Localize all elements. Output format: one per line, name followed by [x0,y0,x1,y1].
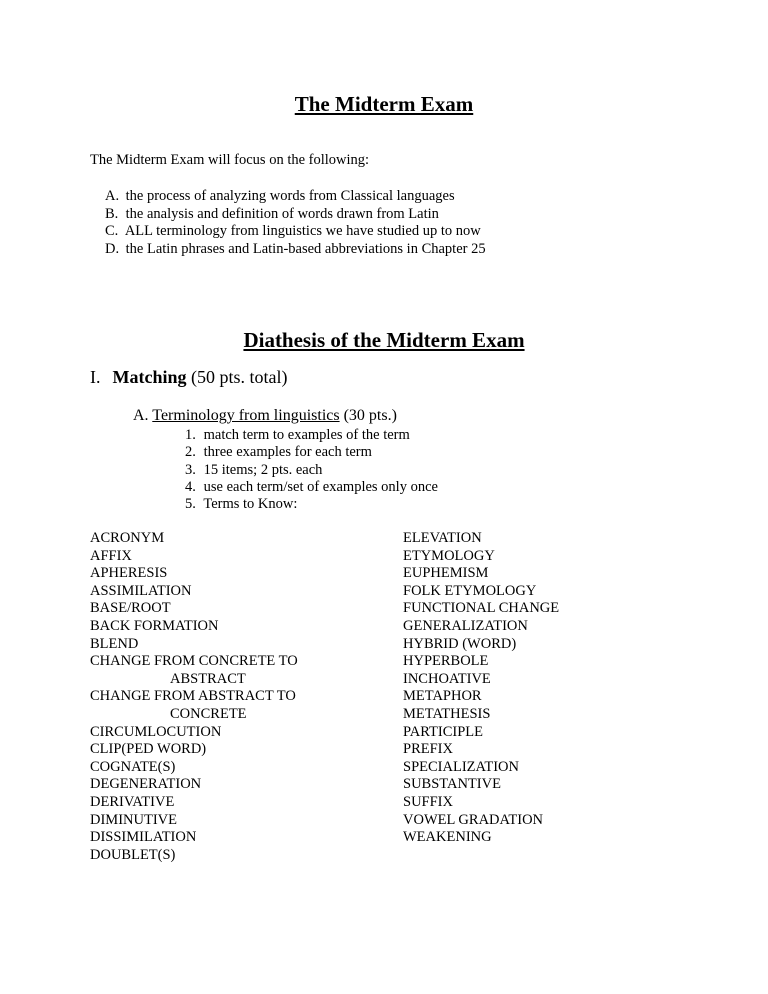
focus-item [105,241,486,259]
term-item: SUBSTANTIVE [403,776,501,793]
section-title: Diathesis of the Midterm Exam [243,328,525,352]
term-item: BASE/ROOT [90,600,171,617]
section-name: Matching [112,367,187,387]
terms-list-left [90,530,298,864]
step-number: 1. [185,427,196,443]
term-item: BACK FORMATION [90,617,219,634]
term-item: DIMINUTIVE [90,811,177,828]
term-item: HYBRID (WORD) [403,635,517,652]
focus-item [105,188,486,206]
subsection-heading [133,407,397,425]
step-item [185,479,438,496]
step-text: match term to examples of the term [203,427,410,443]
focus-item-label: C. [105,223,119,239]
step-item [185,462,438,479]
term-item: METATHESIS [403,705,491,722]
term-item: SUFFIX [403,793,453,810]
focus-item-text: the process of analyzing words from Classical languages [125,188,455,204]
step-number: 3. [185,461,196,478]
focus-item-text: the analysis and definition of words drawn from Latin [125,205,439,222]
focus-item [105,223,486,241]
term-item: EUPHEMISM [403,565,489,582]
focus-item-text: ALL terminology from linguistics we have studied up to now [124,223,481,239]
focus-item-label: B. [105,205,119,222]
term-item: DEGENERATION [90,776,202,793]
term-item: BLEND [90,635,139,652]
step-item [185,427,438,444]
term-item: PREFIX [403,741,453,758]
term-item: DISSIMILATION [90,829,197,846]
term-item: METAPHOR [403,688,482,705]
step-item [185,496,438,513]
term-item-continuation: CONCRETE [170,705,247,722]
term-item: VOWEL GRADATION [403,811,544,828]
term-item: DERIVATIVE [90,793,175,810]
focus-item-label: A. [105,188,120,204]
term-item: GENERALIZATION [403,617,528,634]
focus-item-label: D. [105,240,120,257]
subsection-label: A. [133,407,149,424]
step-text: 15 items; 2 pts. each [203,461,323,478]
term-item: ACRONYM [90,530,165,546]
term-item: DOUBLET(S) [90,846,176,863]
term-item: SPECIALIZATION [403,758,519,775]
step-number: 5. [185,496,196,513]
page-title: The Midterm Exam [294,92,474,116]
matching-heading [90,367,288,388]
step-text: three examples for each term [203,444,372,461]
term-item: APHERESIS [90,565,168,582]
terms-list-right [403,530,559,847]
term-item: ELEVATION [403,530,482,546]
term-item: ASSIMILATION [90,582,192,599]
step-item [185,444,438,461]
focus-item-text: the Latin phrases and Latin-based abbreviations in Chapter 25 [125,240,486,257]
term-item: INCHOATIVE [403,670,491,687]
focus-list [105,188,486,258]
section-number: I. [90,367,101,387]
term-item: HYPERBOLE [403,653,489,670]
term-item: CIRCUMLOCUTION [90,723,222,740]
term-item: AFFIX [90,547,132,564]
intro-text: The Midterm Exam will focus on the following: [90,152,370,168]
term-item: CLIP(PED WORD) [90,741,207,758]
focus-item [105,206,486,224]
term-item: CHANGE FROM ABSTRACT TO [90,688,296,705]
subsection-detail: (30 pts.) [343,407,397,424]
term-item: FOLK ETYMOLOGY [403,582,537,599]
term-item: COGNATE(S) [90,758,176,775]
term-item: ETYMOLOGY [403,547,495,564]
term-item: CHANGE FROM CONCRETE TO [90,653,298,670]
step-text: Terms to Know: [203,496,298,513]
term-item: FUNCTIONAL CHANGE [403,600,560,617]
term-item: WEAKENING [403,829,492,846]
steps-list [185,427,438,513]
section-detail: (50 pts. total) [191,367,288,387]
term-item-continuation: ABSTRACT [170,670,246,687]
step-number: 4. [185,478,196,495]
step-number: 2. [185,444,196,461]
term-item: PARTICIPLE [403,723,483,740]
step-text: use each term/set of examples only once [203,478,438,495]
subsection-name: Terminology from linguistics [152,407,340,424]
